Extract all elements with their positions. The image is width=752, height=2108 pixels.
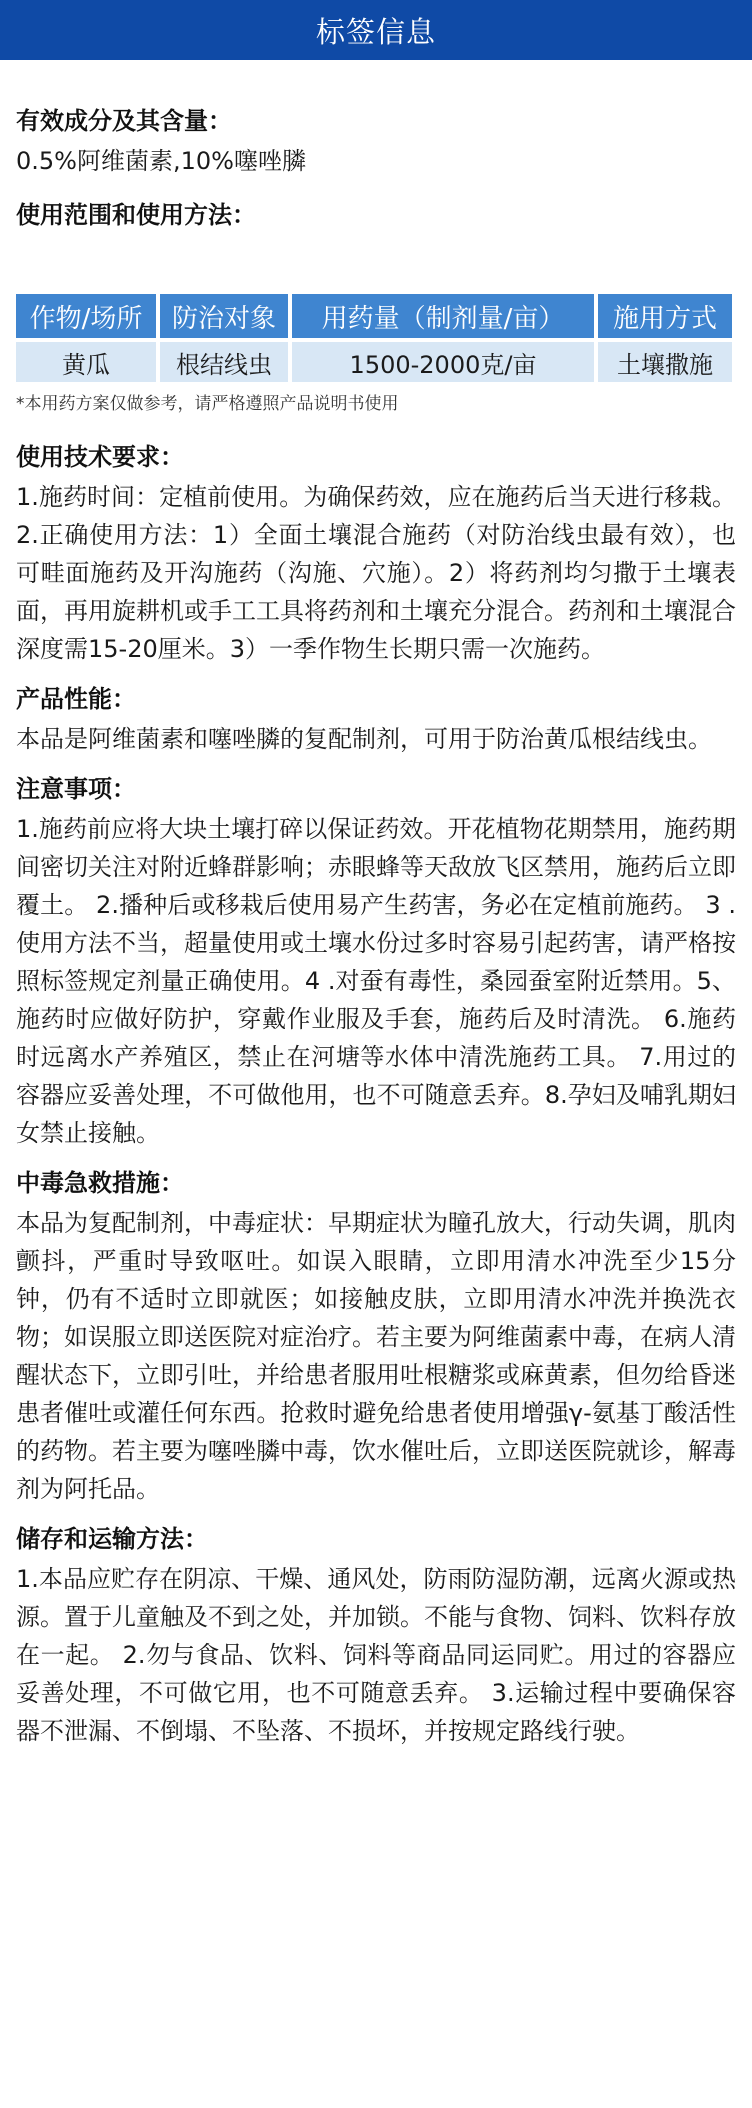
dose-header-target: 防治对象 bbox=[160, 294, 288, 338]
first-aid-title: 中毒急救措施： bbox=[16, 1169, 184, 1197]
performance-section bbox=[16, 682, 736, 758]
performance-body: 本品是阿维菌素和噻唑膦的复配制剂，可用于防治黄瓜根结线虫。 bbox=[16, 725, 712, 753]
dose-cell-method: 土壤撒施 bbox=[598, 342, 732, 382]
storage-title: 储存和运输方法： bbox=[16, 1525, 208, 1553]
dose-cell-dosage: 1500-2000克/亩 bbox=[292, 342, 594, 382]
label-content bbox=[0, 104, 752, 1750]
technique-title: 使用技术要求： bbox=[16, 443, 184, 471]
dose-table bbox=[12, 290, 736, 386]
storage-section bbox=[16, 1522, 736, 1750]
dose-table-note: *本用药方案仅做参考，请严格遵照产品说明书使用 bbox=[16, 394, 399, 414]
technique-body: 1.施药时间：定植前使用。为确保药效，应在施药后当天进行移栽。2.正确使用方法：1）全面土壤混合施药（对防治线虫最有效），也可畦面施药及开沟施药（沟施、穴施）。2）将药剂均匀撒于土壤表面，再用旋耕机或手工工具将药剂和土壤充分混合。药剂和土壤混合深度需15-20厘米。3）一季作物生长期只需一次施药。 bbox=[16, 483, 736, 663]
first-aid-body: 本品为复配制剂，中毒症状：早期症状为瞳孔放大，行动失调，肌肉颤抖，严重时导致呕吐。如误入眼睛，立即用清水冲洗至少15分钟，仍有不适时立即就医；如接触皮肤，立即用清水冲洗并换洗衣物；如误服立即送医院对症治疗。若主要为阿维菌素中毒，在病人清醒状态下，立即引吐，并给患者服用吐根糖浆或麻黄素，但勿给昏迷患者催吐或灌任何东西。抢救时避免给患者使用增强γ-氨基丁酸活性的药物。若主要为噻唑膦中毒，饮水催吐后，立即送医院就诊，解毒剂为阿托品。 bbox=[16, 1209, 736, 1503]
cautions-body: 1.施药前应将大块土壤打碎以保证药效。开花植物花期禁用，施药期间密切关注对附近蜂群影响；赤眼蜂等天敌放飞区禁用，施药后立即覆土。 2.播种后或移栽后使用易产生药害，务必在定植前施药。 3 .使用方法不当，超量使用或土壤水份过多时容易引起药害，请严格按照标签规定剂量正确使用。4 .对蚕有毒性，桑园蚕室附近禁用。5、施药时应做好防护，穿戴作业服及手套，施药后及时清洗。 6.施药时远离水产养殖区，禁止在河塘等水体中清洗施药工具。 7.用过的容器应妥善处理，不可做他用，也不可随意丢弃。8.孕妇及哺乳期妇女禁止接触。 bbox=[16, 815, 736, 1147]
dose-cell-crop: 黄瓜 bbox=[16, 342, 156, 382]
dose-table-wrap bbox=[16, 290, 736, 416]
dose-table-header-row bbox=[16, 294, 732, 338]
dose-header-dosage: 用药量（制剂量/亩） bbox=[292, 294, 594, 338]
usage-title: 使用范围和使用方法： bbox=[16, 201, 256, 229]
dose-header-method: 施用方式 bbox=[598, 294, 732, 338]
first-aid-section bbox=[16, 1166, 736, 1508]
ingredients-body: 0.5%阿维菌素,10%噻唑膦 bbox=[16, 147, 306, 175]
cautions-title: 注意事项： bbox=[16, 775, 136, 803]
dose-header-crop: 作物/场所 bbox=[16, 294, 156, 338]
technique-section bbox=[16, 440, 736, 668]
table-row bbox=[16, 342, 732, 382]
page-title: 标签信息 bbox=[315, 14, 436, 49]
ingredients-section bbox=[16, 104, 736, 180]
storage-body: 1.本品应贮存在阴凉、干燥、通风处，防雨防湿防潮，远离火源或热源。置于儿童触及不到之处，并加锁。不能与食物、饲料、饮料存放在一起。 2.勿与食品、饮料、饲料等商品同运同贮。用过的容器应妥善处理，不可做它用，也不可随意丢弃。 3.运输过程中要确保容器不泄漏、不倒塌、不坠落、不损坏，并按规定路线行驶。 bbox=[16, 1565, 736, 1745]
cautions-section bbox=[16, 772, 736, 1152]
usage-section bbox=[16, 198, 736, 232]
dose-cell-target: 根结线虫 bbox=[160, 342, 288, 382]
performance-title: 产品性能： bbox=[16, 685, 136, 713]
page-header bbox=[0, 0, 752, 60]
ingredients-title: 有效成分及其含量： bbox=[16, 107, 232, 135]
